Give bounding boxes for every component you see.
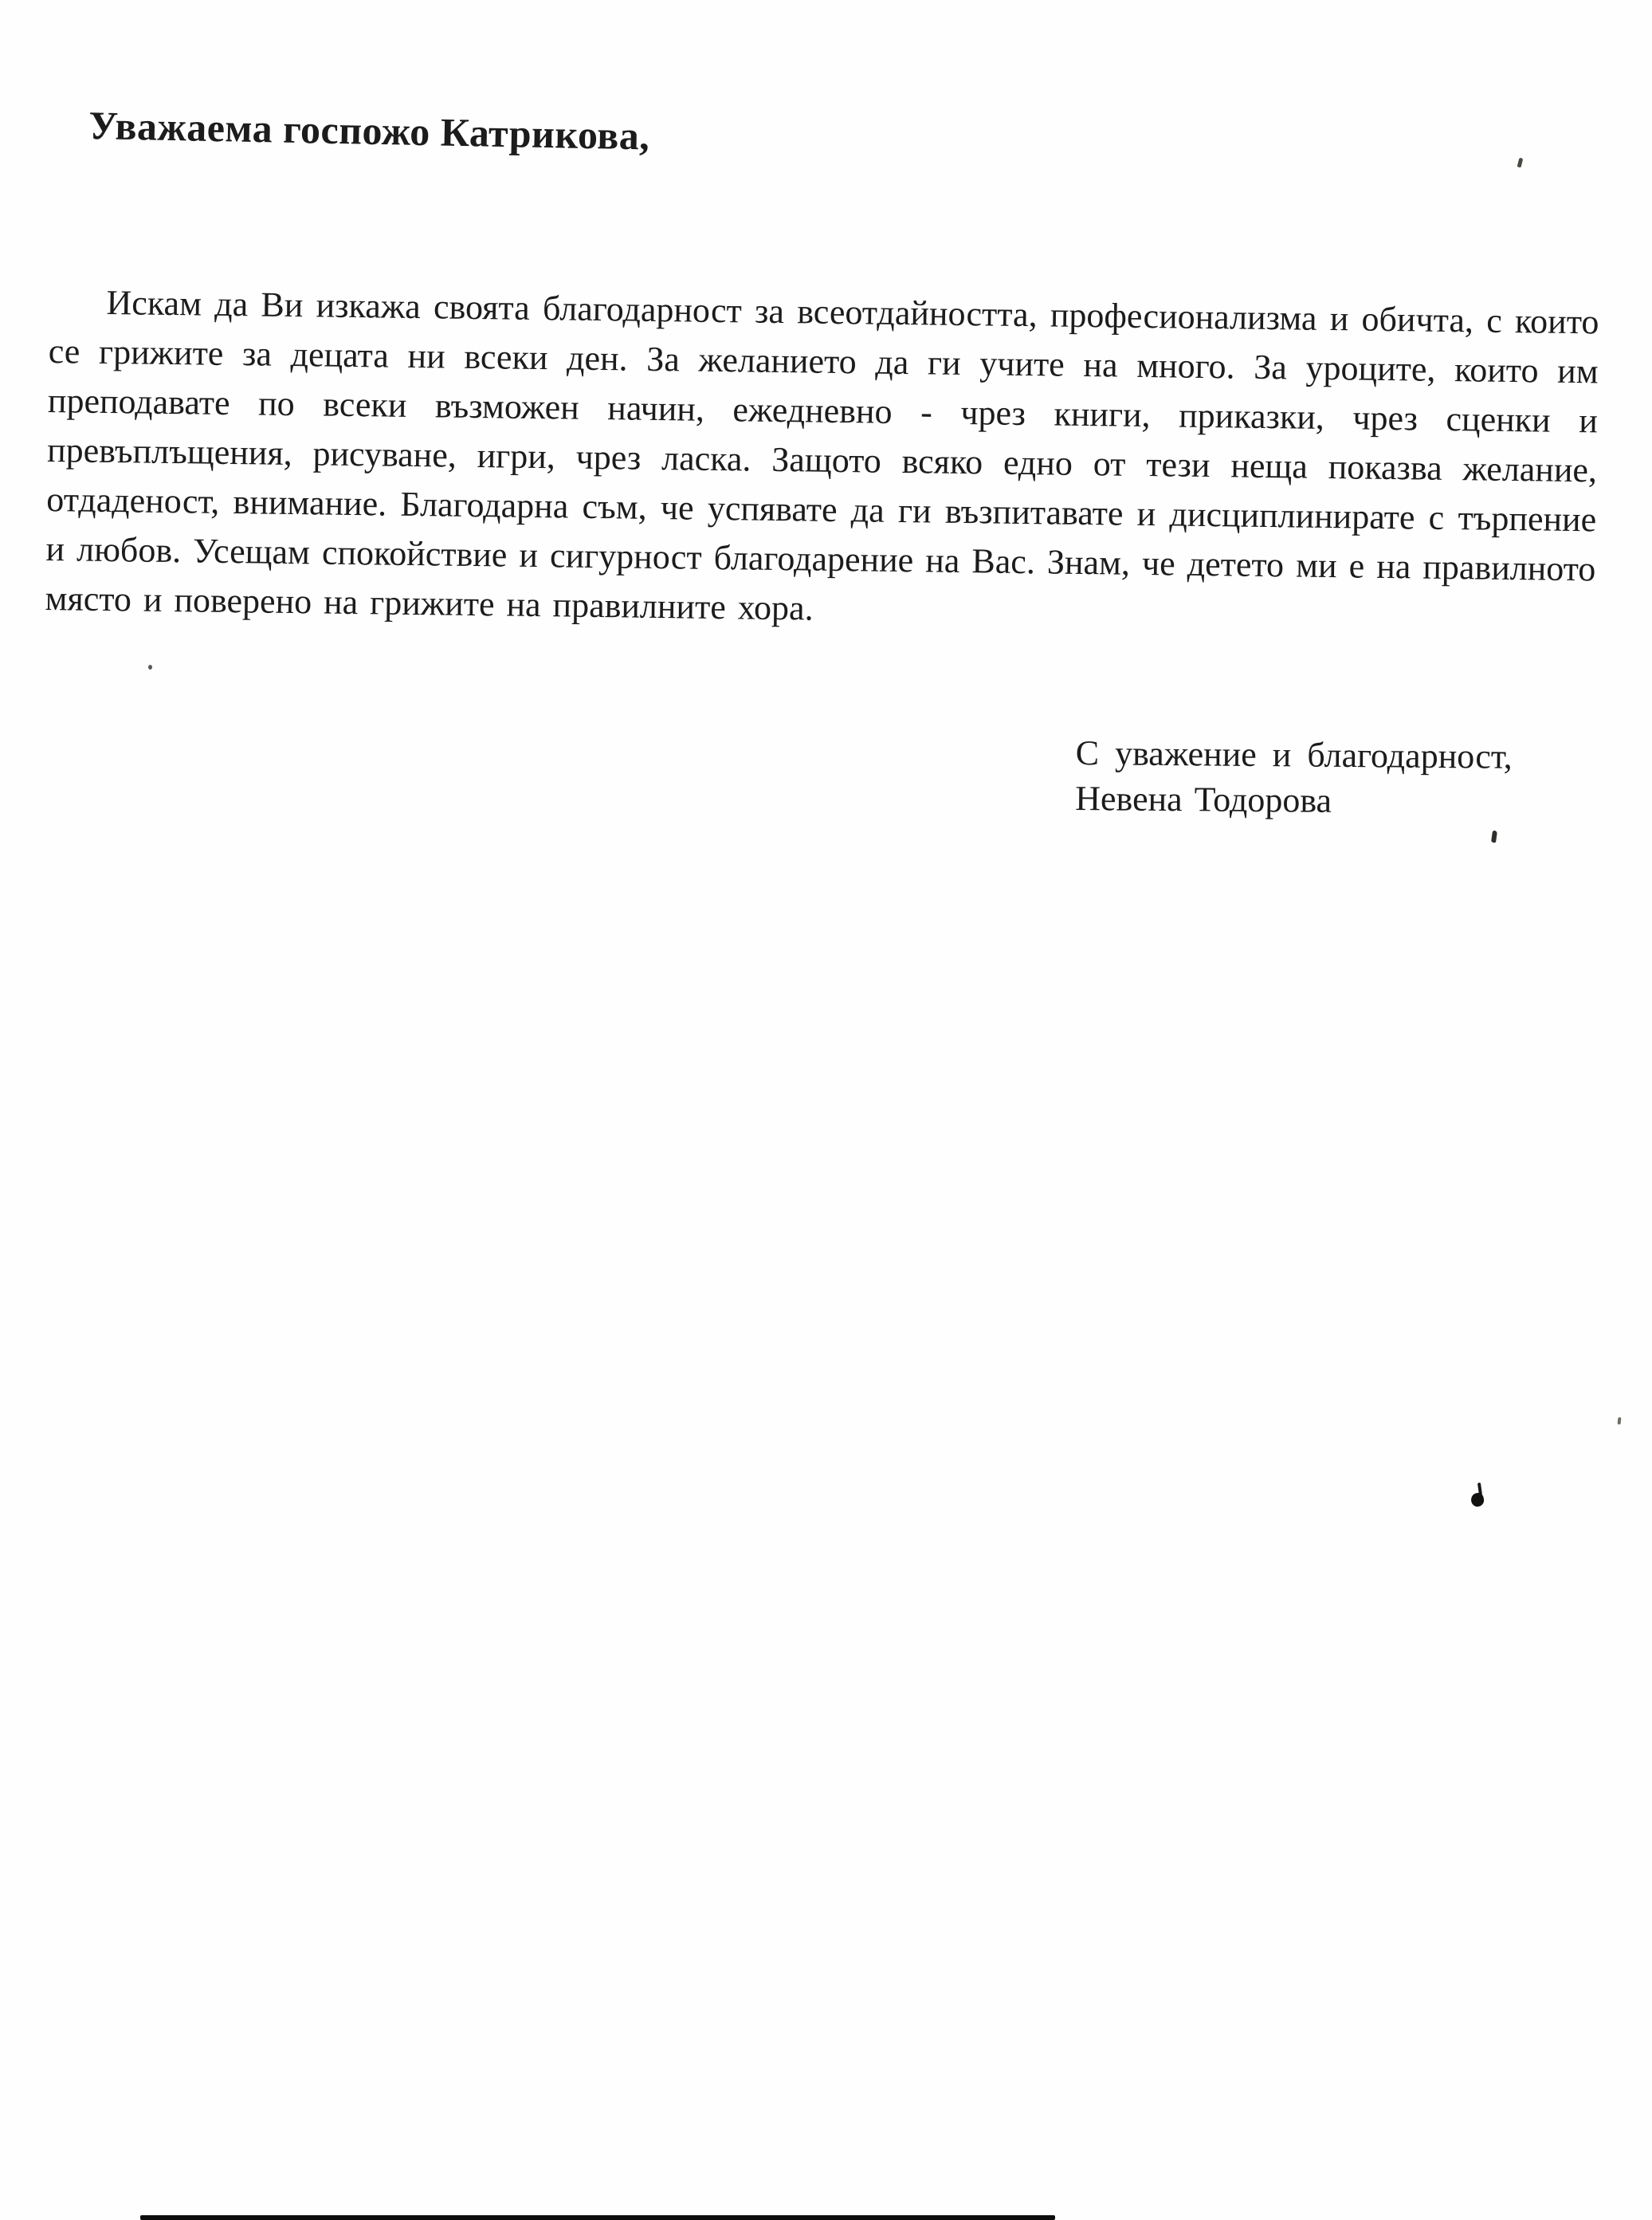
letter-body: Искам да Ви изкажа своята благодарност за всеотдайността, професионализма и обичта, с които се грижите за децата ни всеки ден. За желанието да ги учите на много. За уроците, които им преподавате по всеки възможен начин, ежедневно - чрез книги, приказки, чрез сценки и превъплъщения, рисуване, игри, чрез ласка. Защото всяко едно от тези неща показва желание, отдаденост, внимание. Благодарна съм, че успявате да ги възпитавате и дисциплинирате с търпение и любов. Усещам спокойствие и сигурност благодарение на Вас. Знам, че детето ми е на правилното място и поверено на грижите на правилните хора. — [45, 282, 1599, 628]
scan-speck-left — [148, 665, 152, 670]
scan-ink-blob-head — [1470, 1492, 1485, 1508]
closing-line: С уважение и благодарност, — [1075, 733, 1513, 776]
scan-speck-top-right — [1517, 158, 1524, 168]
salutation: Уважаема госпожо Катрикова, — [88, 102, 650, 159]
signature-name: Невена Тодорова — [1075, 778, 1332, 820]
scan-ink-blob — [1470, 1483, 1487, 1510]
signature-block — [1075, 730, 1513, 825]
scan-edge-strip — [140, 2215, 1055, 2220]
scan-speck-below-signature — [1491, 831, 1497, 843]
scan-speck-right — [1618, 1417, 1622, 1424]
